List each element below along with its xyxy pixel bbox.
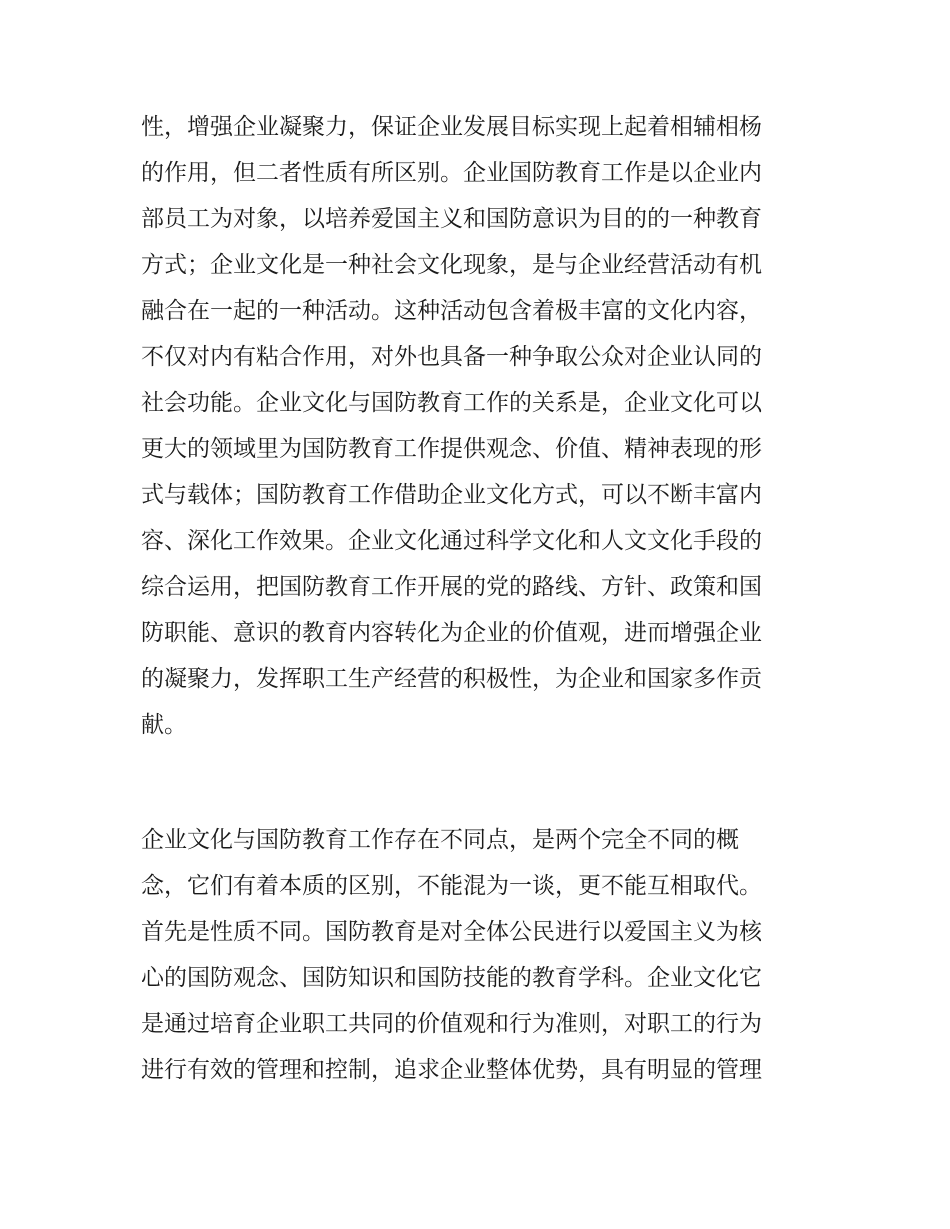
text-line: 性，增强企业凝聚力，保证企业发展目标实现上起着相辅相杨 [141, 114, 762, 140]
text-line: 更大的领域里为国防教育工作提供观念、价值、精神表现的形 [141, 436, 762, 462]
text-line: 进行有效的管理和控制，追求企业整体优势，具有明显的管理 [141, 1057, 762, 1083]
text-line: 的凝聚力，发挥职工生产经营的积极性，为企业和国家多作贡 [141, 666, 762, 692]
text-line: 融合在一起的一种活动。这种活动包含着极丰富的文化内容， [141, 298, 762, 324]
text-line: 首先是性质不同。国防教育是对全体公民进行以爱国主义为核 [141, 919, 762, 945]
text-line: 不仅对内有粘合作用，对外也具备一种争取公众对企业认同的 [141, 344, 762, 370]
text-line: 社会功能。企业文化与国防教育工作的关系是，企业文化可以 [141, 390, 762, 416]
text-line: 献。 [141, 712, 187, 738]
text-line: 部员工为对象，以培养爱国主义和国防意识为目的的一种教育 [141, 206, 762, 232]
text-line: 心的国防观念、国防知识和国防技能的教育学科。企业文化它 [141, 965, 762, 991]
text-line: 防职能、意识的教育内容转化为企业的价值观，进而增强企业 [141, 620, 762, 646]
text-line: 的作用，但二者性质有所区别。企业国防教育工作是以企业内 [141, 160, 762, 186]
text-line: 是通过培育企业职工共同的价值观和行为准则，对职工的行为 [141, 1011, 762, 1037]
text-line: 念，它们有着本质的区别，不能混为一谈，更不能互相取代。 [141, 873, 762, 899]
text-line: 式与载体；国防教育工作借助企业文化方式，可以不断丰富内 [141, 482, 762, 508]
text-line: 容、深化工作效果。企业文化通过科学文化和人文文化手段的 [141, 528, 762, 554]
paragraph-1 [141, 104, 831, 748]
text-line: 方式；企业文化是一种社会文化现象，是与企业经营活动有机 [141, 252, 762, 278]
text-line: 综合运用，把国防教育工作开展的党的路线、方针、政策和国 [141, 574, 762, 600]
text-line: 企业文化与国防教育工作存在不同点，是两个完全不同的概 [141, 827, 739, 853]
paragraph-2 [141, 817, 831, 1093]
